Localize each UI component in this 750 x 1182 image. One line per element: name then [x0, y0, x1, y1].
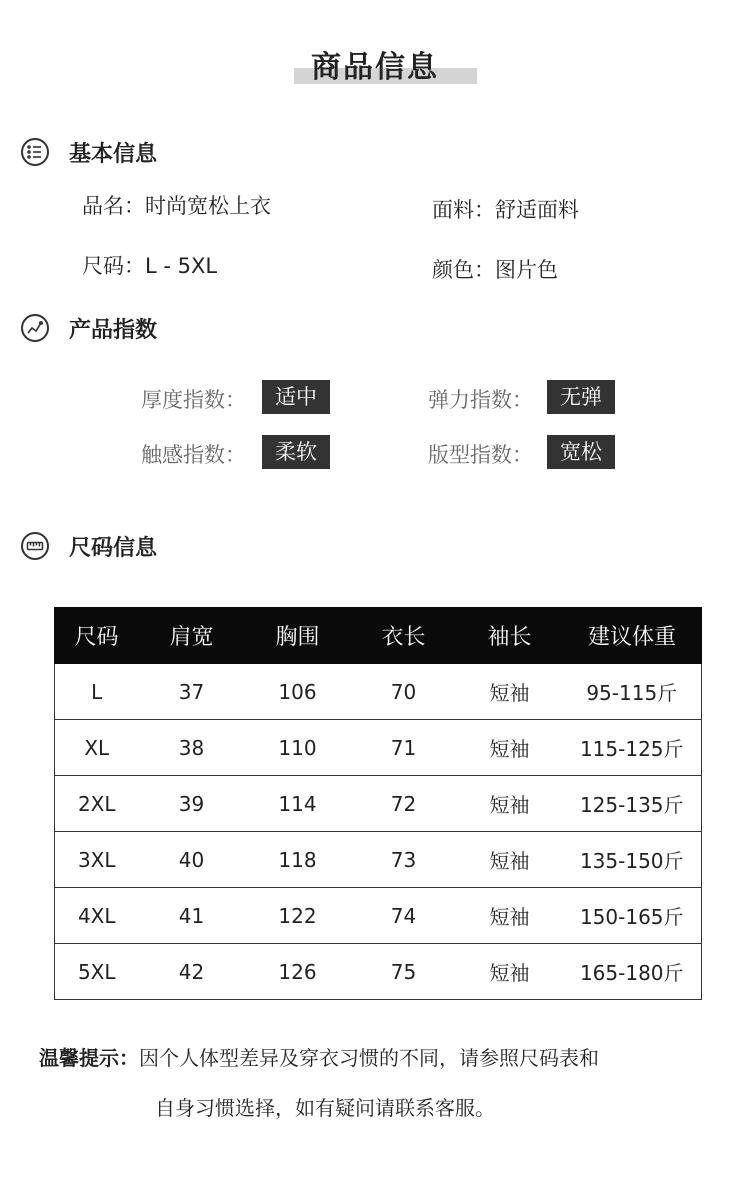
table-header-cell: 衣长 — [351, 608, 457, 664]
info-label: 颜色： — [432, 258, 495, 282]
info-value: 时尚宽松上衣 — [145, 194, 271, 218]
table-cell: 118 — [245, 832, 351, 888]
table-cell: 41 — [139, 888, 245, 944]
table-cell: 42 — [139, 944, 245, 1000]
table-header-cell: 肩宽 — [139, 608, 245, 664]
table-cell: 106 — [245, 664, 351, 720]
table-cell: 125-135斤 — [563, 776, 702, 832]
table-header-cell: 袖长 — [457, 608, 563, 664]
info-label: 面料： — [432, 198, 495, 222]
info-label: 品名： — [82, 194, 145, 218]
table-cell: 38 — [139, 720, 245, 776]
index-badge-fit: 宽松 — [547, 435, 615, 469]
table-cell: 122 — [245, 888, 351, 944]
table-row — [55, 888, 702, 944]
section-label-basic-info: 基本信息 — [69, 141, 158, 167]
table-cell: 71 — [351, 720, 457, 776]
table-cell: 70 — [351, 664, 457, 720]
info-item-fabric — [432, 194, 579, 224]
section-size-info — [21, 530, 157, 562]
tip-line-2: 自身习惯选择，如有疑问请联系客服。 — [155, 1096, 495, 1120]
table-cell: 短袖 — [457, 720, 563, 776]
index-label-fit: 版型指数： — [428, 443, 533, 467]
table-cell: 95-115斤 — [563, 664, 702, 720]
table-header-cell: 尺码 — [55, 608, 139, 664]
trend-icon — [21, 314, 49, 342]
section-product-index — [21, 312, 157, 344]
table-cell: 74 — [351, 888, 457, 944]
table-cell: 75 — [351, 944, 457, 1000]
table-cell: 短袖 — [457, 944, 563, 1000]
table-header-cell: 建议体重 — [563, 608, 702, 664]
table-cell: 短袖 — [457, 776, 563, 832]
table-cell: 40 — [139, 832, 245, 888]
table-cell: 短袖 — [457, 888, 563, 944]
table-row — [55, 664, 702, 720]
table-cell: XL — [55, 720, 139, 776]
table-cell: 5XL — [55, 944, 139, 1000]
index-badge-elasticity: 无弹 — [547, 380, 615, 414]
table-row — [55, 832, 702, 888]
table-header-row — [55, 608, 702, 664]
table-row — [55, 776, 702, 832]
tip-title: 温馨提示： — [39, 1046, 139, 1070]
index-label-elasticity: 弹力指数： — [428, 388, 533, 412]
table-cell: 115-125斤 — [563, 720, 702, 776]
table-row — [55, 720, 702, 776]
tip-line-1 — [39, 1042, 739, 1071]
table-header-cell: 胸围 — [245, 608, 351, 664]
table-cell: 110 — [245, 720, 351, 776]
index-label-softness: 触感指数： — [141, 443, 246, 467]
ruler-icon — [21, 532, 49, 560]
info-value: 舒适面料 — [495, 198, 579, 222]
index-badge-softness: 柔软 — [262, 435, 330, 469]
table-cell: 150-165斤 — [563, 888, 702, 944]
table-cell: 短袖 — [457, 664, 563, 720]
info-item-size — [82, 250, 217, 280]
table-cell: L — [55, 664, 139, 720]
tip-text-1: 因个人体型差异及穿衣习惯的不同，请参照尺码表和 — [139, 1046, 599, 1070]
table-cell: 短袖 — [457, 832, 563, 888]
table-cell: 114 — [245, 776, 351, 832]
table-row — [55, 944, 702, 1000]
table-cell: 39 — [139, 776, 245, 832]
list-icon — [21, 138, 49, 166]
size-table — [54, 607, 702, 1000]
page-title: 商品信息 — [311, 50, 439, 85]
table-cell: 4XL — [55, 888, 139, 944]
table-cell: 3XL — [55, 832, 139, 888]
index-label-thickness: 厚度指数： — [141, 388, 246, 412]
table-cell: 2XL — [55, 776, 139, 832]
section-label-size-info: 尺码信息 — [69, 535, 158, 561]
table-cell: 126 — [245, 944, 351, 1000]
table-cell: 73 — [351, 832, 457, 888]
info-label: 尺码： — [82, 254, 145, 278]
info-item-name — [82, 190, 271, 220]
index-badge-thickness: 适中 — [262, 380, 330, 414]
table-cell: 72 — [351, 776, 457, 832]
info-value: 图片色 — [495, 258, 558, 282]
table-cell: 37 — [139, 664, 245, 720]
page-title-area — [0, 38, 750, 94]
info-item-color — [432, 254, 558, 284]
section-basic-info — [21, 136, 157, 168]
info-value: L - 5XL — [145, 254, 218, 278]
table-cell: 165-180斤 — [563, 944, 702, 1000]
section-label-product-index: 产品指数 — [69, 317, 158, 343]
table-cell: 135-150斤 — [563, 832, 702, 888]
